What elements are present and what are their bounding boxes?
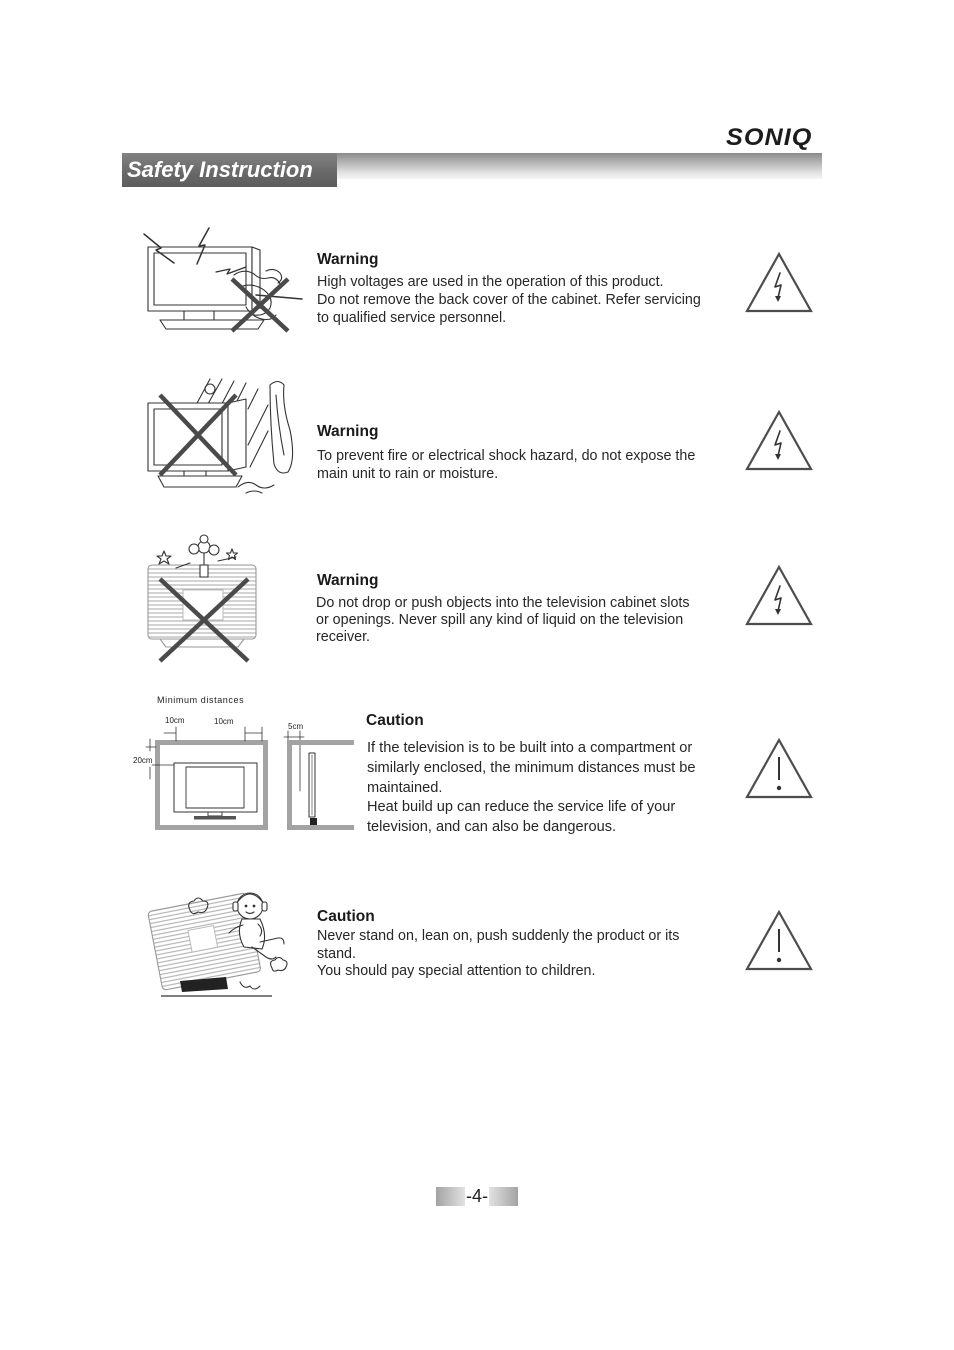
exclamation-triangle-icon: [745, 910, 813, 972]
item-heading: Warning: [317, 423, 379, 440]
item-description: [317, 273, 701, 327]
description-line: High voltages are used in the operation of this product.: [317, 274, 664, 290]
description-line: similarly enclosed, the minimum distances must be: [367, 759, 696, 776]
page-number-box: [436, 1187, 518, 1206]
side-view-compartment: [290, 743, 355, 828]
page-number: -4-: [466, 1186, 488, 1206]
description-line: main unit to rain or moisture.: [317, 466, 499, 482]
description-line: maintained.: [367, 779, 443, 796]
item-heading: Warning: [317, 251, 379, 268]
electric-shock-triangle-icon: [745, 252, 813, 314]
page-number-right-bar: [489, 1187, 518, 1206]
description-line: To prevent fire or electrical shock hazard, do not expose the: [317, 448, 696, 464]
front-view-compartment: [158, 743, 266, 828]
description-line: receiver.: [316, 629, 371, 645]
top-clearance-label: 20cm: [133, 756, 153, 765]
brand-logo: SONIQ: [726, 124, 813, 151]
electric-shock-triangle-icon: [745, 565, 813, 627]
description-line: to qualified service personnel.: [317, 310, 507, 326]
electric-shock-triangle-icon: [745, 410, 813, 472]
right-clearance-label: 10cm: [214, 717, 234, 726]
page-title: Safety Instruction: [127, 157, 313, 182]
item-description: [367, 739, 695, 838]
item-heading: Caution: [317, 908, 375, 925]
exclamation-triangle-icon: [745, 738, 813, 800]
minimum-distance-diagram: [128, 693, 358, 835]
diagram-caption: Minimum distances: [157, 695, 245, 705]
description-line: Do not remove the back cover of the cabinet. Refer servicing: [317, 292, 701, 308]
description-line: Do not drop or push objects into the television cabinet slots: [316, 595, 690, 611]
hanging-cloth: [270, 382, 293, 474]
tv-back-cover-illustration: [138, 225, 306, 337]
item-description: [317, 447, 695, 483]
item-description: [317, 928, 679, 981]
description-line: If the television is to be built into a compartment or: [367, 740, 693, 756]
description-line: or openings. Never spill any kind of liquid on the television: [316, 612, 684, 628]
description-line: Never stand on, lean on, push suddenly the product or its: [317, 928, 680, 944]
tv-rain-moisture-illustration: [138, 375, 303, 500]
left-clearance-label: 10cm: [165, 716, 185, 725]
description-line: television, and can also be dangerous.: [367, 819, 617, 835]
item-description: [316, 595, 690, 646]
description-line: Heat build up can reduce the service life of your: [367, 799, 676, 816]
item-heading: Caution: [366, 712, 424, 729]
description-line: stand.: [317, 945, 356, 962]
item-heading: Warning: [317, 572, 379, 589]
tv-objects-liquid-illustration: [138, 535, 263, 667]
page-number-left-bar: [436, 1187, 465, 1206]
description-line: You should pay special attention to children.: [317, 963, 596, 979]
child-pushing-tv-illustration: [140, 880, 300, 1000]
rear-clearance-label: 5cm: [288, 722, 304, 731]
